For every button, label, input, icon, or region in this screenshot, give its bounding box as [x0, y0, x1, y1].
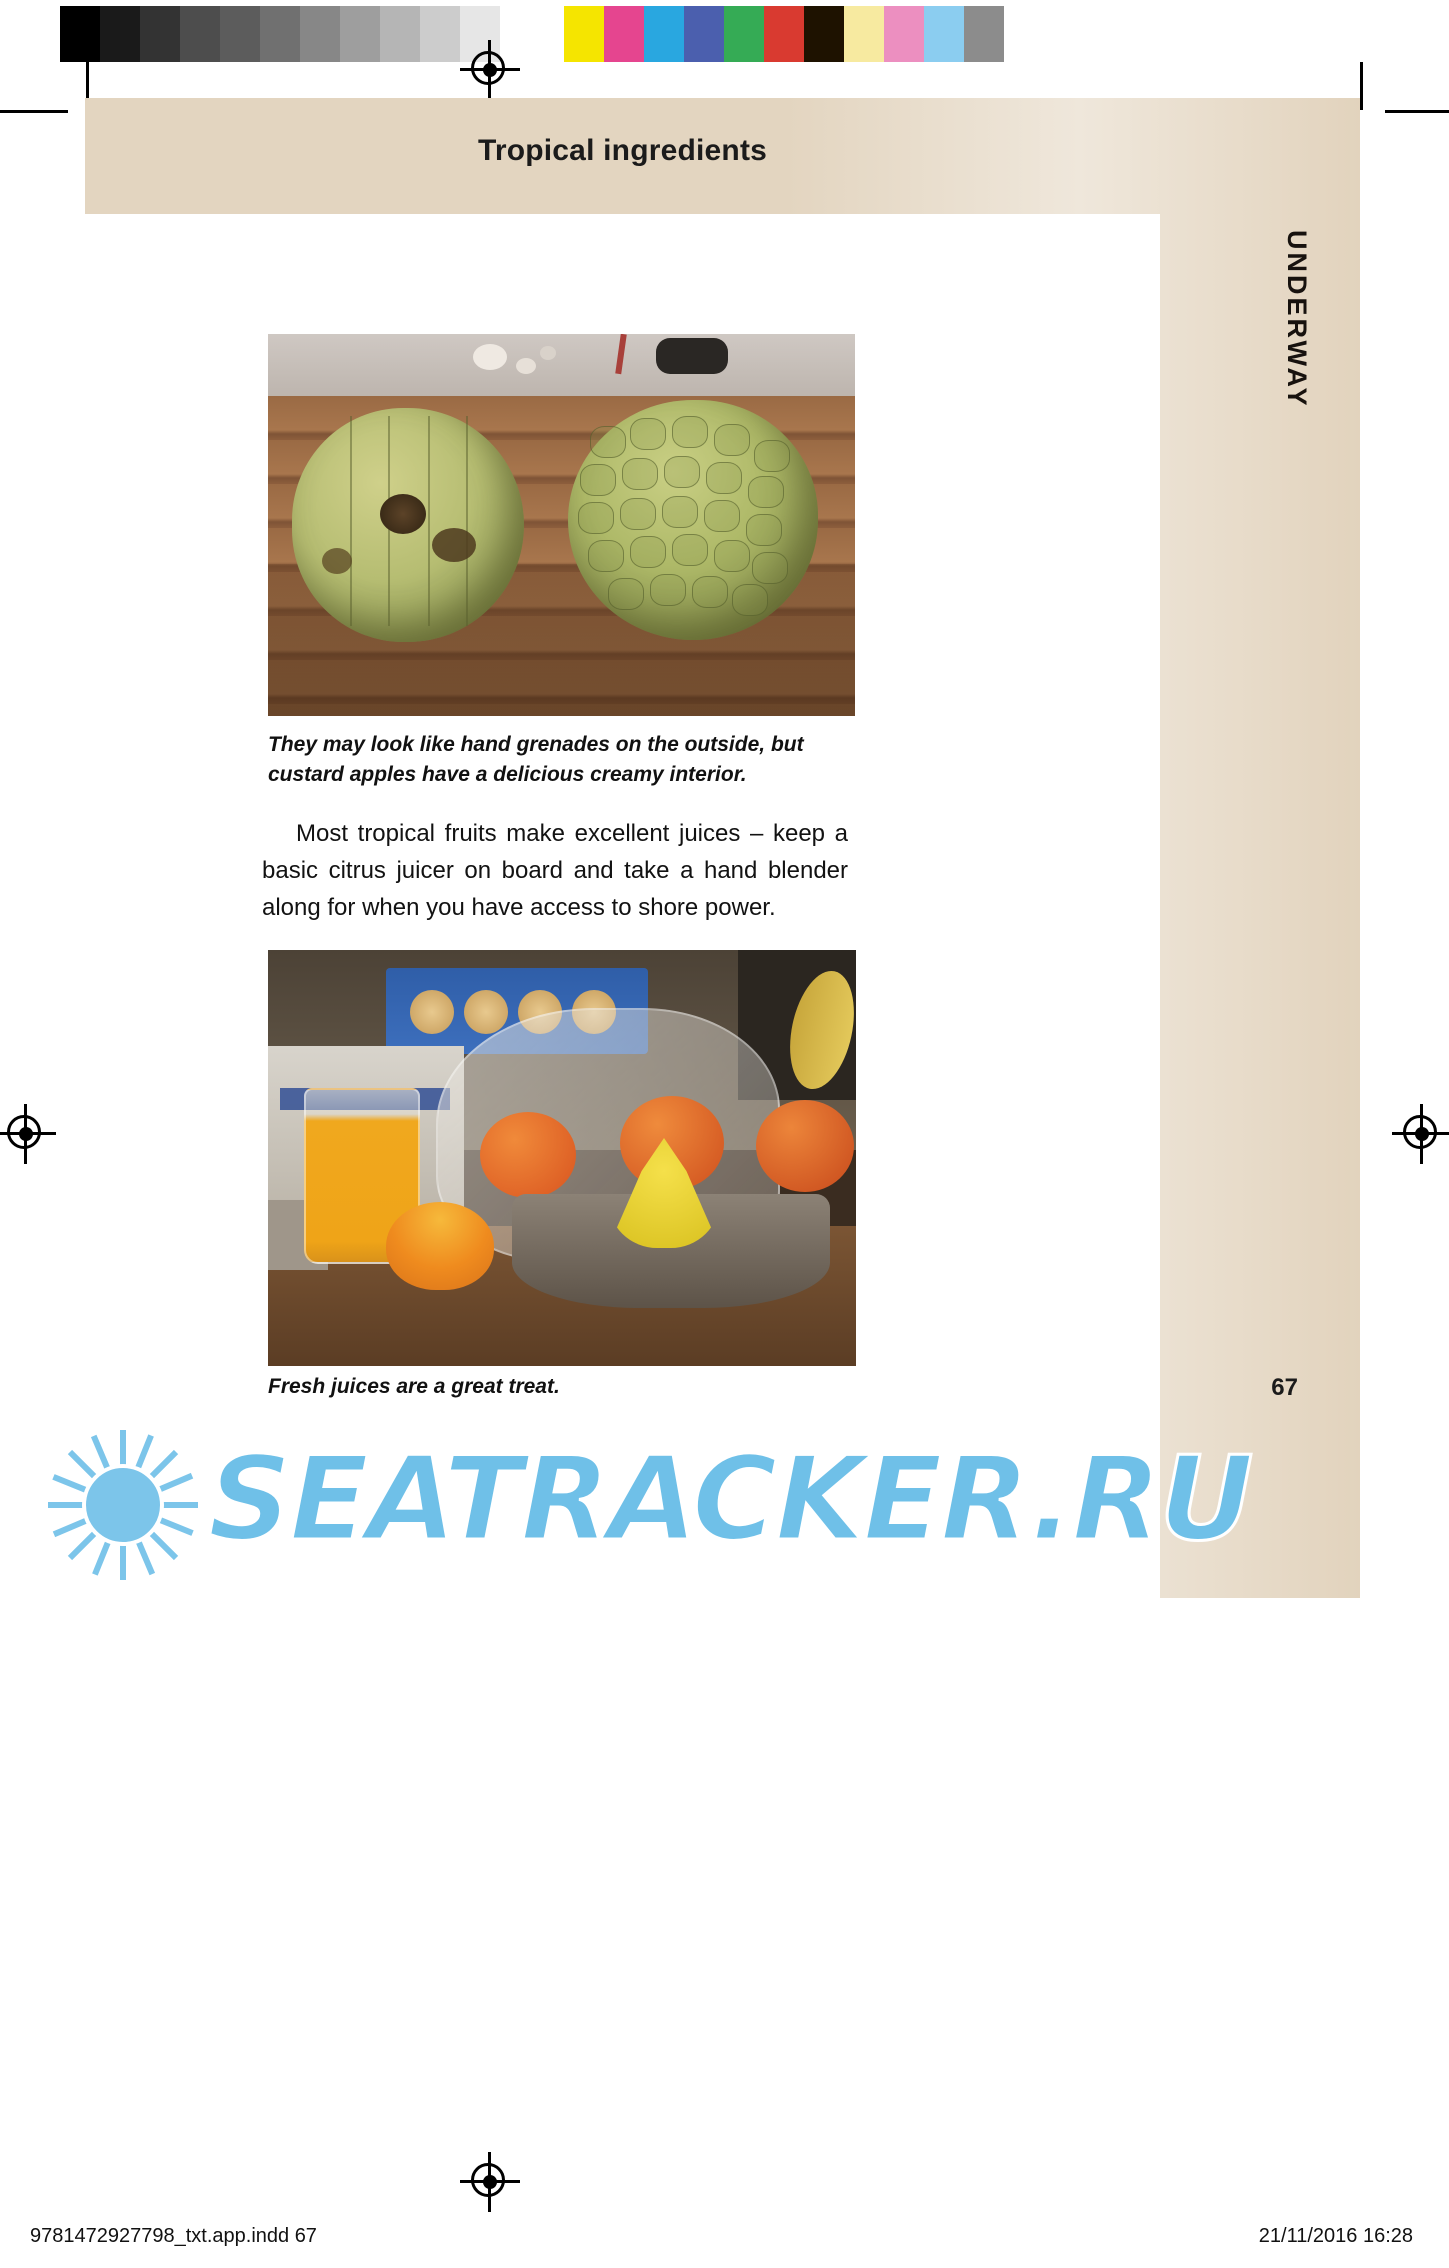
photo1-dark-object: [656, 338, 728, 374]
color-bar-swatch: [100, 6, 140, 62]
custard-apple-stem-scar: [380, 494, 426, 534]
photo2-halved-orange: [386, 1202, 494, 1290]
registration-mark-top: [468, 48, 512, 92]
color-bar-swatch: [220, 6, 260, 62]
color-bar-swatch: [644, 6, 684, 62]
watermark-text: SEATRACKER.RU: [208, 1432, 1252, 1567]
body-paragraph: Most tropical fruits make excellent juices – keep a basic citrus juicer on board and take a hand blender along for when you have access to shore power.: [262, 820, 848, 921]
footer-file-name: 9781472927798_txt.app.indd 67: [30, 2225, 317, 2247]
color-bar-swatch: [764, 6, 804, 62]
page-number: 67: [1271, 1374, 1298, 1401]
color-bar-swatch: [924, 6, 964, 62]
custard-apple-blemish: [432, 528, 476, 562]
photo1-bg-object: [540, 346, 556, 360]
book-page: [85, 98, 1360, 1598]
photo2-caption: Fresh juices are a great treat.: [268, 1375, 560, 1398]
registration-mark-left: [4, 1112, 48, 1156]
crop-mark-top-left-h: [0, 110, 68, 113]
crop-mark-top-right-v: [1360, 62, 1363, 110]
custard-apple-blemish: [322, 548, 352, 574]
color-bar-swatch: [844, 6, 884, 62]
color-bar-swatch: [724, 6, 764, 62]
color-bar-swatch: [804, 6, 844, 62]
color-bar-swatch: [340, 6, 380, 62]
color-bar-swatch: [604, 6, 644, 62]
fresh-juice-photo: [268, 950, 856, 1366]
print-color-bar: [60, 6, 1390, 62]
chapter-side-tab: UNDERWAY: [1282, 230, 1312, 409]
color-bar-swatch: [60, 6, 100, 62]
color-bar-swatch: [180, 6, 220, 62]
color-bar-swatch: [964, 6, 1004, 62]
color-bar-swatch: [140, 6, 180, 62]
color-bar-swatch: [380, 6, 420, 62]
photo2-tomato: [480, 1112, 576, 1198]
photo1-caption: They may look like hand grenades on the outside, but custard apples have a delicious creamy interior.: [268, 733, 804, 786]
footer-timestamp: 21/11/2016 16:28: [1258, 2225, 1413, 2247]
color-bar-swatch: [884, 6, 924, 62]
photo1-bg-object: [473, 344, 507, 370]
photo1-bg-object: [516, 358, 536, 374]
photo1-background-wall: [268, 334, 855, 396]
page-title: Tropical ingredients: [477, 134, 768, 167]
color-bar-gap: [540, 6, 564, 62]
custard-apple-left: [292, 408, 524, 642]
custard-apple-right: [568, 400, 818, 640]
color-bar-swatch: [300, 6, 340, 62]
color-bar-swatch: [684, 6, 724, 62]
photo2-tomato: [756, 1100, 854, 1192]
custard-apples-photo: [268, 334, 855, 716]
registration-mark-right: [1400, 1112, 1444, 1156]
registration-mark-bottom: [468, 2160, 512, 2204]
crop-mark-top-right-h: [1385, 110, 1449, 113]
color-bar-swatch: [260, 6, 300, 62]
color-bar-swatch: [420, 6, 460, 62]
color-bar-swatch: [564, 6, 604, 62]
